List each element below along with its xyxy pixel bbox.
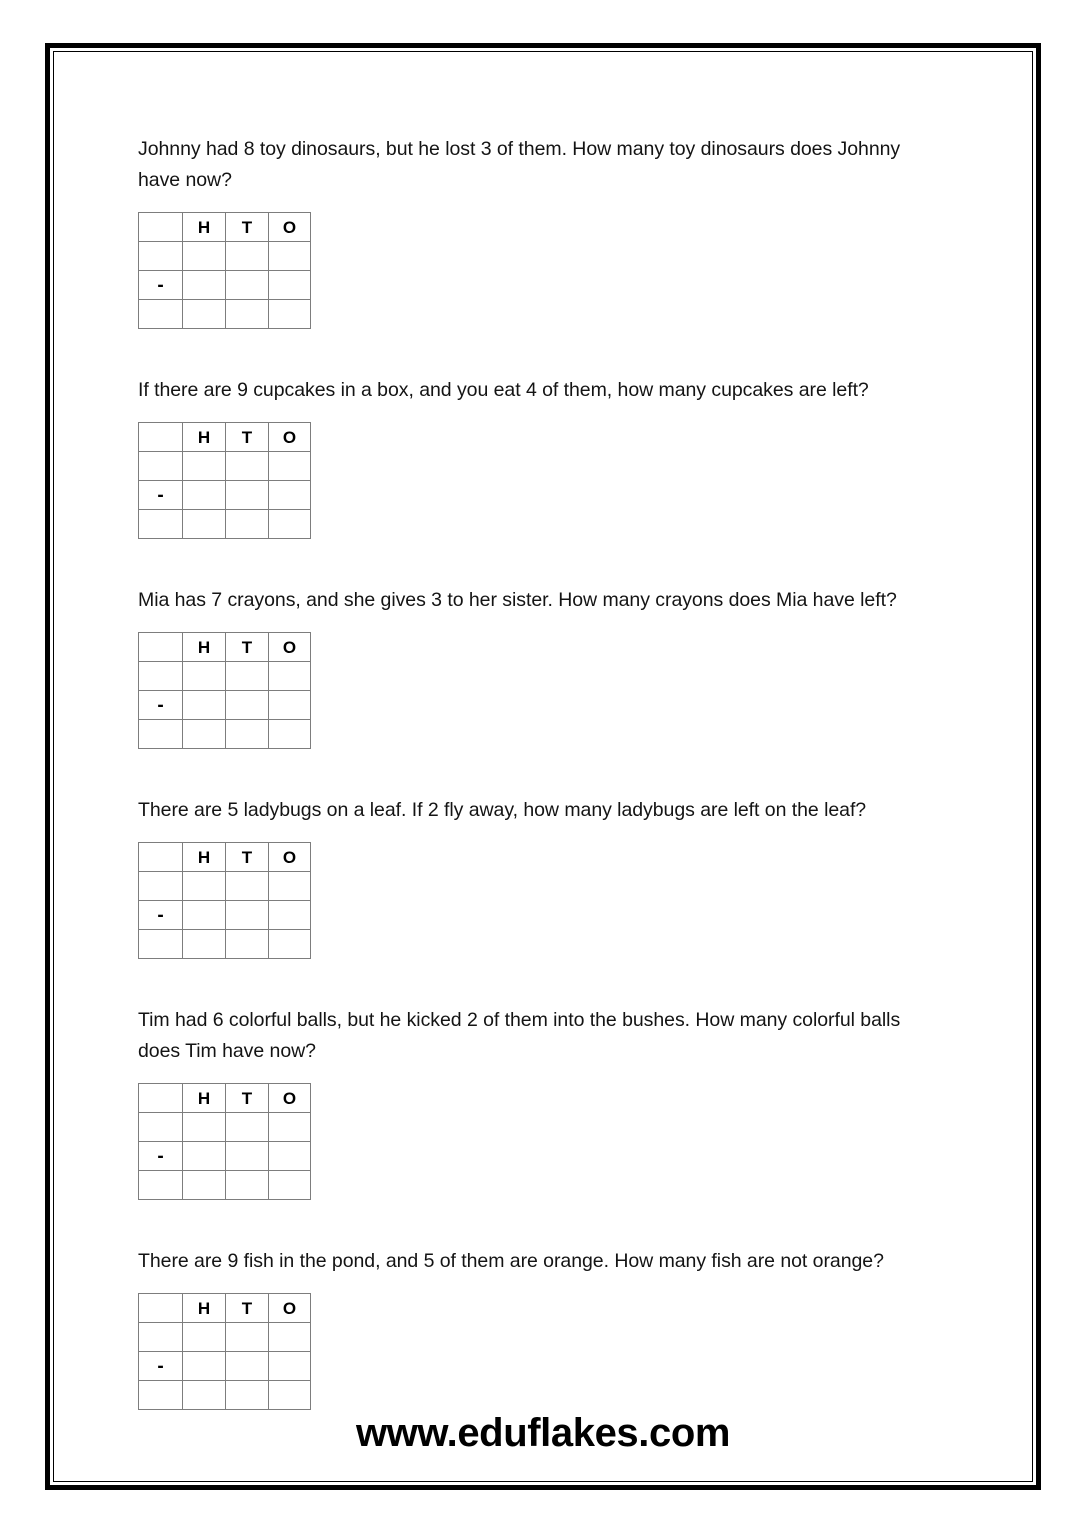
- table-row-minuend: [139, 452, 311, 481]
- question-text: Johnny had 8 toy dinosaurs, but he lost 3 of them. How many toy dinosaurs does Johnny have now?: [138, 138, 901, 191]
- question-block: [138, 1246, 948, 1410]
- website-url: www.eduflakes.com: [355, 1411, 731, 1455]
- footer: [54, 1413, 1032, 1453]
- hto-header-tens: T: [226, 1294, 269, 1323]
- answer-cell-hundreds[interactable]: [183, 510, 226, 539]
- question-block: [138, 134, 948, 329]
- question-block: [138, 585, 948, 749]
- answer-cell-ones[interactable]: [269, 691, 311, 720]
- operator-cell-empty: [139, 720, 183, 749]
- operator-cell-empty: [139, 1381, 183, 1410]
- hto-corner-cell: [139, 1084, 183, 1113]
- answer-cell-hundreds[interactable]: [183, 872, 226, 901]
- question-block: [138, 375, 948, 539]
- answer-cell-tens[interactable]: [226, 1171, 269, 1200]
- table-row-result: [139, 930, 311, 959]
- operator-cell-minus: -: [139, 271, 183, 300]
- operator-cell-empty: [139, 452, 183, 481]
- answer-cell-ones[interactable]: [269, 930, 311, 959]
- answer-cell-tens[interactable]: [226, 300, 269, 329]
- answer-cell-hundreds[interactable]: [183, 720, 226, 749]
- hto-header-ones: O: [269, 1084, 311, 1113]
- question-text: Mia has 7 crayons, and she gives 3 to her sister. How many crayons does Mia have left?: [138, 589, 897, 611]
- place-value-table[interactable]: [138, 422, 311, 539]
- question-text: There are 9 fish in the pond, and 5 of them are orange. How many fish are not orange?: [138, 1250, 884, 1272]
- answer-cell-ones[interactable]: [269, 1323, 311, 1352]
- answer-cell-tens[interactable]: [226, 481, 269, 510]
- answer-cell-hundreds[interactable]: [183, 662, 226, 691]
- table-row-header: [139, 633, 311, 662]
- table-row-header: [139, 1084, 311, 1113]
- answer-cell-tens[interactable]: [226, 271, 269, 300]
- operator-cell-minus: -: [139, 1142, 183, 1171]
- hto-header-hundreds: H: [183, 633, 226, 662]
- hto-corner-cell: [139, 213, 183, 242]
- page-border-outer: [45, 43, 1041, 1490]
- operator-cell-empty: [139, 1323, 183, 1352]
- operator-cell-empty: [139, 930, 183, 959]
- answer-cell-hundreds[interactable]: [183, 1352, 226, 1381]
- hto-header-hundreds: H: [183, 1084, 226, 1113]
- answer-cell-hundreds[interactable]: [183, 481, 226, 510]
- answer-cell-hundreds[interactable]: [183, 930, 226, 959]
- table-row-minuend: [139, 1113, 311, 1142]
- table-row-minuend: [139, 662, 311, 691]
- page-border-inner: [53, 51, 1033, 1482]
- answer-cell-tens[interactable]: [226, 510, 269, 539]
- hto-header-tens: T: [226, 1084, 269, 1113]
- table-row-minuend: [139, 242, 311, 271]
- place-value-table[interactable]: [138, 212, 311, 329]
- table-row-result: [139, 1171, 311, 1200]
- question-block: [138, 1005, 948, 1200]
- operator-cell-empty: [139, 1171, 183, 1200]
- answer-cell-ones[interactable]: [269, 300, 311, 329]
- answer-cell-ones[interactable]: [269, 872, 311, 901]
- answer-cell-hundreds[interactable]: [183, 1171, 226, 1200]
- answer-cell-hundreds[interactable]: [183, 1142, 226, 1171]
- answer-cell-tens[interactable]: [226, 720, 269, 749]
- table-row-result: [139, 720, 311, 749]
- answer-cell-ones[interactable]: [269, 1113, 311, 1142]
- hto-header-hundreds: H: [183, 423, 226, 452]
- answer-cell-hundreds[interactable]: [183, 1381, 226, 1410]
- answer-cell-tens[interactable]: [226, 1352, 269, 1381]
- hto-header-tens: T: [226, 633, 269, 662]
- hto-header-ones: O: [269, 633, 311, 662]
- hto-corner-cell: [139, 1294, 183, 1323]
- hto-header-tens: T: [226, 213, 269, 242]
- table-row-subtrahend: [139, 481, 311, 510]
- answer-cell-hundreds[interactable]: [183, 452, 226, 481]
- operator-cell-empty: [139, 242, 183, 271]
- table-row-subtrahend: [139, 1352, 311, 1381]
- answer-cell-hundreds[interactable]: [183, 901, 226, 930]
- answer-cell-tens[interactable]: [226, 452, 269, 481]
- table-row-subtrahend: [139, 691, 311, 720]
- hto-corner-cell: [139, 633, 183, 662]
- operator-cell-minus: -: [139, 1352, 183, 1381]
- answer-cell-tens[interactable]: [226, 691, 269, 720]
- hto-header-tens: T: [226, 843, 269, 872]
- answer-cell-hundreds[interactable]: [183, 300, 226, 329]
- operator-cell-minus: -: [139, 901, 183, 930]
- operator-cell-minus: -: [139, 691, 183, 720]
- hto-header-hundreds: H: [183, 843, 226, 872]
- answer-cell-tens[interactable]: [226, 901, 269, 930]
- answer-cell-hundreds[interactable]: [183, 1323, 226, 1352]
- table-row-header: [139, 213, 311, 242]
- hto-corner-cell: [139, 843, 183, 872]
- answer-cell-tens[interactable]: [226, 930, 269, 959]
- answer-cell-ones[interactable]: [269, 452, 311, 481]
- answer-cell-ones[interactable]: [269, 510, 311, 539]
- answer-cell-hundreds[interactable]: [183, 1113, 226, 1142]
- table-row-minuend: [139, 1323, 311, 1352]
- answer-cell-ones[interactable]: [269, 1381, 311, 1410]
- answer-cell-ones[interactable]: [269, 1352, 311, 1381]
- place-value-table[interactable]: [138, 842, 311, 959]
- answer-cell-ones[interactable]: [269, 720, 311, 749]
- operator-cell-empty: [139, 872, 183, 901]
- answer-cell-ones[interactable]: [269, 242, 311, 271]
- table-row-subtrahend: [139, 901, 311, 930]
- answer-cell-hundreds[interactable]: [183, 271, 226, 300]
- operator-cell-minus: -: [139, 481, 183, 510]
- answer-cell-tens[interactable]: [226, 1113, 269, 1142]
- answer-cell-tens[interactable]: [226, 872, 269, 901]
- operator-cell-empty: [139, 1113, 183, 1142]
- table-row-header: [139, 843, 311, 872]
- answer-cell-ones[interactable]: [269, 901, 311, 930]
- question-list: [138, 134, 948, 1410]
- question-text: There are 5 ladybugs on a leaf. If 2 fly away, how many ladybugs are left on the leaf?: [138, 799, 867, 821]
- table-row-result: [139, 300, 311, 329]
- operator-cell-empty: [139, 662, 183, 691]
- answer-cell-ones[interactable]: [269, 662, 311, 691]
- hto-header-ones: O: [269, 1294, 311, 1323]
- operator-cell-empty: [139, 510, 183, 539]
- hto-header-hundreds: H: [183, 213, 226, 242]
- answer-cell-ones[interactable]: [269, 271, 311, 300]
- operator-cell-empty: [139, 300, 183, 329]
- table-row-header: [139, 423, 311, 452]
- worksheet-sheet: [54, 52, 1032, 1481]
- question-text: Tim had 6 colorful balls, but he kicked 2 of them into the bushes. How many colorful balls does Tim have now?: [138, 1009, 901, 1062]
- hto-header-tens: T: [226, 423, 269, 452]
- answer-cell-ones[interactable]: [269, 1171, 311, 1200]
- question-text: If there are 9 cupcakes in a box, and you eat 4 of them, how many cupcakes are left?: [138, 379, 869, 401]
- answer-cell-ones[interactable]: [269, 481, 311, 510]
- answer-cell-hundreds[interactable]: [183, 242, 226, 271]
- answer-cell-tens[interactable]: [226, 242, 269, 271]
- answer-cell-hundreds[interactable]: [183, 691, 226, 720]
- table-row-result: [139, 510, 311, 539]
- hto-header-ones: O: [269, 423, 311, 452]
- hto-header-ones: O: [269, 843, 311, 872]
- place-value-table[interactable]: [138, 1293, 311, 1410]
- answer-cell-tens[interactable]: [226, 1142, 269, 1171]
- answer-cell-tens[interactable]: [226, 1381, 269, 1410]
- hto-corner-cell: [139, 423, 183, 452]
- place-value-table[interactable]: [138, 632, 311, 749]
- table-row-minuend: [139, 872, 311, 901]
- place-value-table[interactable]: [138, 1083, 311, 1200]
- hto-header-hundreds: H: [183, 1294, 226, 1323]
- table-row-subtrahend: [139, 1142, 311, 1171]
- question-block: [138, 795, 948, 959]
- hto-header-ones: O: [269, 213, 311, 242]
- table-row-result: [139, 1381, 311, 1410]
- table-row-subtrahend: [139, 271, 311, 300]
- answer-cell-tens[interactable]: [226, 662, 269, 691]
- answer-cell-ones[interactable]: [269, 1142, 311, 1171]
- table-row-header: [139, 1294, 311, 1323]
- answer-cell-tens[interactable]: [226, 1323, 269, 1352]
